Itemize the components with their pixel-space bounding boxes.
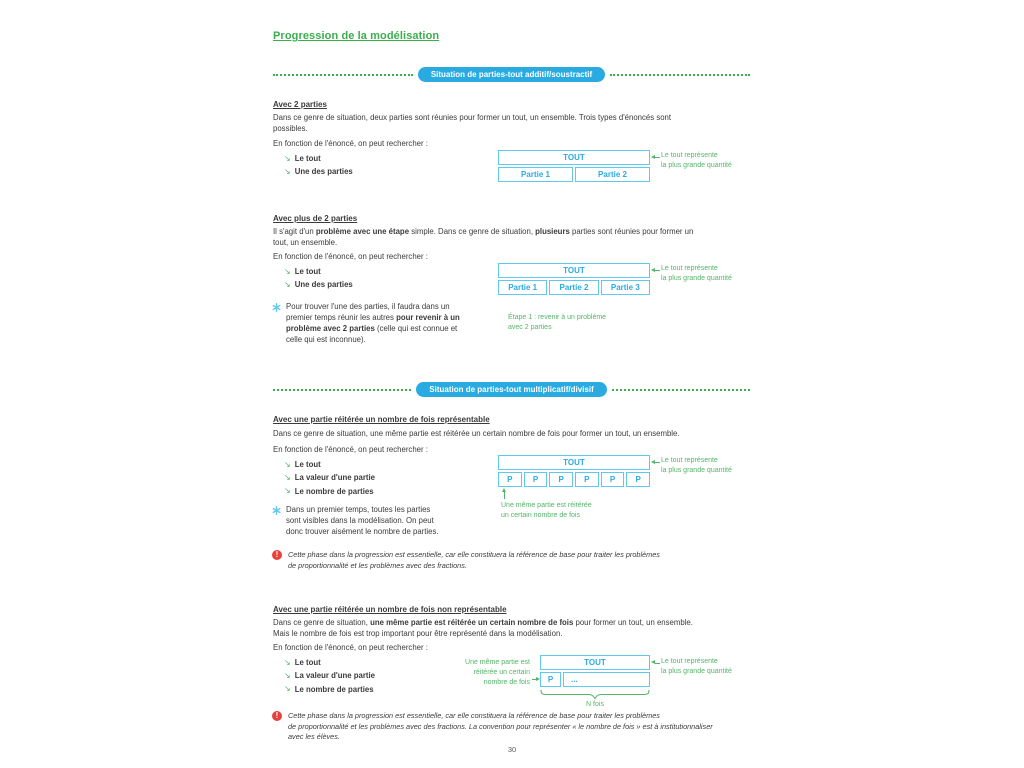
arrow-bullet-icon: ↘ [284,670,291,680]
bar-model-diagram-2parts [498,150,650,182]
annotation-reiteree: Une même partie est réitérée un certain nombre de fois [501,502,592,519]
bullet-label: La valeur d'une partie [294,473,375,483]
bullet-item [284,658,375,667]
connector-line [655,157,660,158]
arrow-bullet-icon: ↘ [284,166,291,176]
annotation-tout: Le tout représente la plus grande quantité [661,457,732,474]
bullet-item [284,167,353,176]
bullet-item [284,671,375,680]
warning-text: Cette phase dans la progression est essentielle, car elle constituera la référence de base pour traiter les problèmes de proportionnalité et les problèmes avec des fractions. La convention pour représenter « le nombre de fois » est à institutionnaliser avec les élèves. [288,711,713,742]
subsection-heading-non-representable: Avec une partie réitérée un nombre de fois non représentable [273,605,507,614]
diagram-part-cell: P [626,472,650,487]
body-paragraph: Il s'agit d'un problème avec une étape simple. Dans ce genre de situation, plusieurs parties sont réunies pour former un tout, un ensemble. [273,227,694,247]
diagram-part-cell: P [575,472,599,487]
asterisk-note-text: Dans un premier temps, toutes les parties sont visibles dans la modélisation. On peut donc trouver aisément le nombre de parties. [286,505,439,536]
subsection-heading-avec2: Avec 2 parties [273,100,327,109]
arrow-bullet-icon: ↘ [284,657,291,667]
underbrace-icon [540,690,650,700]
body-paragraph: Dans ce genre de situation, deux parties sont réunies pour former un tout, un ensemble. Trois types d'énoncés sont possibles. [273,113,672,133]
asterisk-icon [272,506,281,515]
warning-text: Cette phase dans la progression est essentielle, car elle constituera la référence de base pour traiter les problèmes de proportionnalité et les problèmes avec des fractions. [288,550,660,570]
connector-line [655,462,660,463]
bullet-label: Le tout [294,154,321,163]
annotation-tout: Le tout représente la plus grande quantité [661,658,732,675]
page-number: 30 [507,745,517,754]
dotted-line [610,74,750,76]
diagram-part-cell: Partie 1 [498,167,573,182]
bullet-label: Le nombre de parties [294,486,374,496]
diagram-part-cell: P [524,472,548,487]
connector-line [655,663,660,664]
warning-icon: ! [272,711,282,721]
arrow-bullet-icon: ↘ [284,279,291,289]
arrow-bullet-icon: ↘ [284,153,291,163]
section-pill-additif: Situation de parties-tout additif/soustractif [418,67,605,82]
bullet-list [284,154,353,177]
diagram-part-cell: Partie 3 [601,280,650,295]
diagram-part-cell: P [540,672,561,687]
warning-icon: ! [272,550,282,560]
lead-line: En fonction de l'énoncé, on peut rechercher : [273,252,428,261]
lead-line: En fonction de l'énoncé, on peut rechercher : [273,445,428,454]
bullet-label: Le tout [294,267,321,276]
bullet-label: Le tout [294,460,321,469]
lead-line: En fonction de l'énoncé, on peut rechercher : [273,643,428,652]
bullet-item [284,460,375,469]
annotation-tout: Le tout représente la plus grande quantité [661,265,732,282]
bullet-item [284,473,375,482]
body-paragraph: Dans ce genre de situation, une même partie est réitérée un certain nombre de fois pour former un tout, un ensemble. [273,429,680,438]
arrow-bullet-icon: ↘ [284,472,291,482]
diagram-part-cell: Partie 2 [575,167,650,182]
diagram-tout-cell: TOUT [540,655,650,670]
bullet-item [284,267,353,276]
diagram-part-cell: Partie 2 [549,280,598,295]
bullet-item [284,685,375,694]
arrow-bullet-icon: ↘ [284,486,291,496]
dotted-line [612,389,750,391]
section-divider-multiplicatif [273,381,750,398]
section-pill-multiplicatif: Situation de parties-tout multiplicatif/divisif [416,382,606,397]
warning-note [272,550,722,571]
diagram-tout-cell: TOUT [498,263,650,278]
asterisk-note [272,302,487,346]
subsection-heading-representable: Avec une partie réitérée un nombre de fois représentable [273,415,490,424]
bullet-list [284,658,375,694]
bullet-item [284,487,375,496]
bar-model-diagram-6p [498,455,650,487]
subsection-heading-plus2: Avec plus de 2 parties [273,214,358,223]
section-divider-additif [273,66,750,83]
diagram-part-cell: P [601,472,625,487]
diagram-ellipsis-cell: ... [563,672,650,687]
diagram-part-cell: P [498,472,522,487]
annotation-tout: Le tout représente la plus grande quantité [661,152,732,169]
body-paragraph: Dans ce genre de situation, une même partie est réitérée un certain nombre de fois pour former un tout, un ensemble. Mais le nombre de fois est trop important pour être représenté dans la modélisation. [273,618,693,638]
arrow-bullet-icon: ↘ [284,459,291,469]
bullet-item [284,280,353,289]
bullet-label: Une des parties [294,280,353,290]
annotation-etape: Étape 1 : revenir à un problème avec 2 parties [508,314,607,331]
bar-model-diagram-nfois [540,655,650,687]
arrow-bullet-icon: ↘ [284,266,291,276]
bullet-label: La valeur d'une partie [294,671,375,681]
asterisk-note-text: Pour trouver l'une des parties, il faudra dans un premier temps réunir les autres pour revenir à un problème avec 2 parties (celle qui est connue et celle qui est inconnue). [286,302,460,344]
lead-line: En fonction de l'énoncé, on peut rechercher : [273,139,428,148]
bullet-list [284,267,353,290]
diagram-part-cell: Partie 1 [498,280,547,295]
diagram-tout-cell: TOUT [498,455,650,470]
asterisk-note [272,505,492,538]
bullet-item [284,154,353,163]
annotation-nfois: N fois [586,701,604,708]
arrow-connector [536,677,540,681]
page-title: Progression de la modélisation [273,30,440,42]
bullet-label: Une des parties [294,167,353,177]
bullet-list [284,460,375,496]
dotted-line [273,389,411,391]
arrow-bullet-icon: ↘ [284,684,291,694]
annotation-reiteree-3l: Une même partie est réitérée un certain nombre de fois [465,659,530,686]
diagram-tout-cell: TOUT [498,150,650,165]
bar-model-diagram-3parts [498,263,650,295]
diagram-part-cell: P [549,472,573,487]
bullet-label: Le nombre de parties [294,684,374,694]
bullet-label: Le tout [294,658,321,667]
connector-line [504,491,505,499]
dotted-line [273,74,413,76]
connector-line [655,270,660,271]
warning-note [272,711,762,743]
asterisk-icon [272,303,281,312]
